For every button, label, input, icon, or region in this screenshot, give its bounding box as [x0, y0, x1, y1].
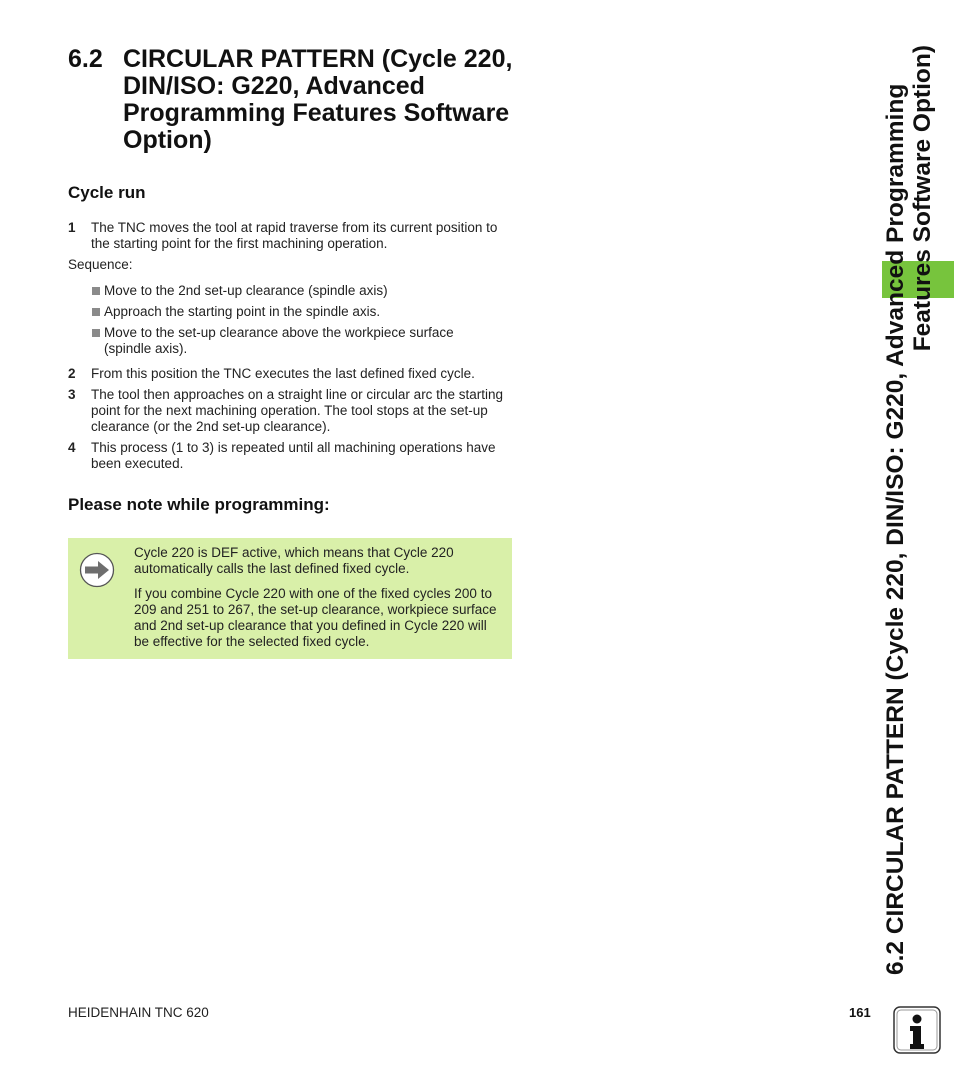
bullet-square-icon: [92, 287, 100, 295]
step-1: [68, 220, 513, 254]
note-paragraph-2: If you combine Cycle 220 with one of the fixed cycles 200 to 209 and 251 to 267, the set-up clearance, workpiece surface and 2nd set-up clearance that you defined in Cycle 220 will be effective for the selected fixed cycle.: [134, 586, 497, 649]
step-number: 2: [68, 366, 76, 381]
note-paragraph-1: Cycle 220 is DEF active, which means that Cycle 220 automatically calls the last defined fixed cycle.: [134, 545, 454, 576]
step-text: From this position the TNC executes the last defined fixed cycle.: [91, 366, 475, 381]
bullet-square-icon: [92, 308, 100, 316]
step-text: The TNC moves the tool at rapid traverse from its current position to the starting point for the first machining operation.: [91, 220, 498, 251]
list-item-text: Move to the set-up clearance above the workpiece surface (spindle axis).: [104, 325, 454, 356]
step-2: [68, 366, 513, 384]
page-number: 161: [849, 1005, 871, 1020]
step-number: 3: [68, 387, 76, 402]
step-4: [68, 440, 513, 474]
section-title: CIRCULAR PATTERN (Cycle 220, DIN/ISO: G220, Advanced Programming Features Software Option): [123, 45, 513, 154]
step-text: The tool then approaches on a straight line or circular arc the starting point for the next machining operation. The tool stops at the set-up clearance (or the 2nd set-up clearance).: [91, 387, 503, 434]
bullet-square-icon: [92, 329, 100, 337]
list-item: [91, 325, 511, 359]
side-running-title: [882, 0, 954, 1000]
side-title-line-2: Features Software Option): [909, 45, 936, 352]
cycle-run-heading: Cycle run: [68, 183, 146, 202]
section-number: 6.2: [68, 45, 103, 73]
step-text: This process (1 to 3) is repeated until all machining operations have been executed.: [91, 440, 496, 471]
notes-heading: Please note while programming:: [68, 495, 330, 514]
list-item: [91, 283, 511, 301]
side-title-line-1: 6.2 CIRCULAR PATTERN (Cycle 220, DIN/ISO: G220, Advanced Programming: [882, 83, 909, 975]
list-item: [91, 304, 511, 322]
list-item-text: Move to the 2nd set-up clearance (spindle axis): [104, 283, 388, 298]
step-number: 4: [68, 440, 76, 455]
footer-product: HEIDENHAIN TNC 620: [68, 1005, 209, 1020]
note-box: [68, 538, 512, 659]
info-icon: [893, 1006, 941, 1054]
arrow-right-icon: [79, 552, 115, 588]
sequence-label: Sequence:: [68, 257, 133, 272]
step-3: [68, 387, 513, 437]
step-number: 1: [68, 220, 76, 235]
list-item-text: Approach the starting point in the spindle axis.: [104, 304, 381, 319]
